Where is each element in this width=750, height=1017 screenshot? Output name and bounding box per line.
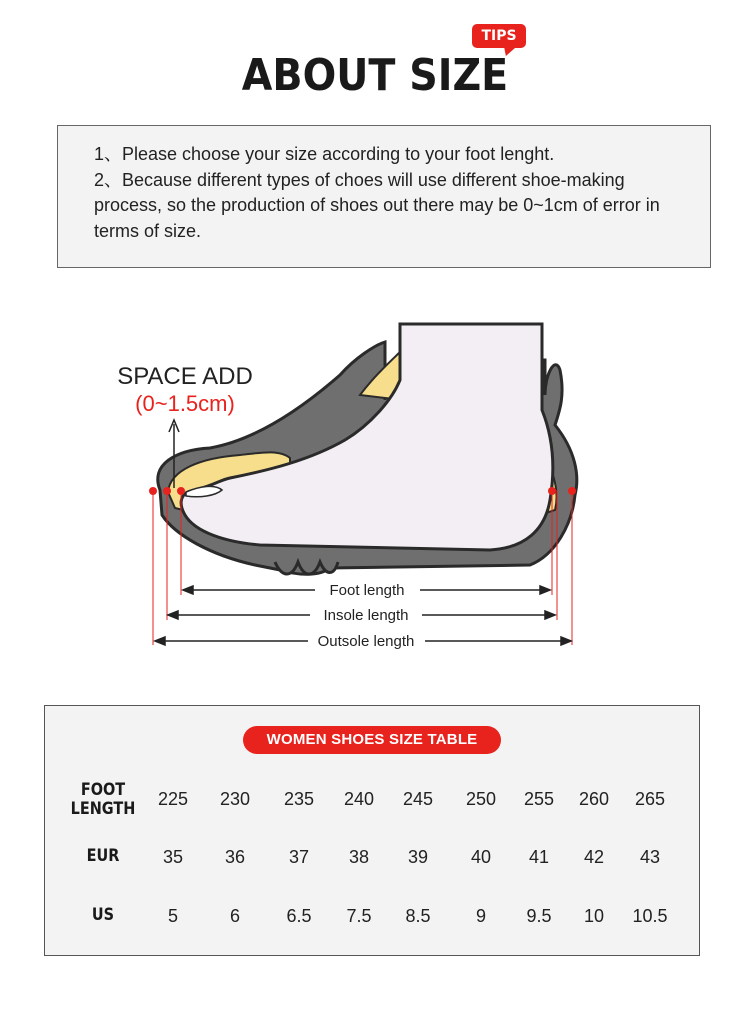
table-cell: 10.5 [632,906,668,926]
table-row-us [45,896,701,936]
shoe-size-diagram [0,300,750,680]
table-row-foot-length [45,779,701,819]
dot-insole-left [163,487,171,495]
size-notes-box [57,125,711,268]
table-cell: 255 [523,789,555,809]
dot-foot-right [548,487,556,495]
outsole-length-label: Outsole length [317,633,415,650]
table-row-eur [45,837,701,877]
table-cell: 36 [224,847,246,867]
table-cell: 9 [475,906,486,926]
table-cell: 7.5 [346,906,372,926]
table-cell: 9.5 [526,906,552,926]
tips-badge: TIPS [472,24,526,48]
row-header-foot-length: FOOT LENGTH [70,780,136,819]
table-cell: 6 [229,906,240,926]
space-add-label: SPACE ADD [117,363,253,390]
table-cell: 10 [583,906,605,926]
size-table-title: WOMEN SHOES SIZE TABLE [243,726,501,754]
size-table-box [44,705,700,956]
shoe-illustration [0,300,750,680]
space-add-range: (0~1.5cm) [135,391,235,416]
table-cell: 37 [288,847,310,867]
table-cell: 41 [528,847,550,867]
table-cell: 260 [578,789,610,809]
note-1: 1、Please choose your size according to your foot lenght. [94,144,555,164]
row-header-eur: EUR [86,846,120,866]
table-cell: 35 [162,847,184,867]
table-cell: 265 [634,789,666,809]
insole-length-label: Insole length [323,607,409,624]
table-cell: 240 [343,789,375,809]
table-cell: 235 [283,789,315,809]
dot-foot-left [177,487,185,495]
table-cell: 43 [639,847,661,867]
dot-outsole-right [568,487,576,495]
table-cell: 38 [348,847,370,867]
table-cell: 39 [407,847,429,867]
dot-outsole-left [149,487,157,495]
table-cell: 40 [470,847,492,867]
table-cell: 250 [465,789,497,809]
page-title: ABOUT SIZE [241,50,509,101]
sole-tread [275,562,338,574]
note-2: 2、Because different types of choes will use different shoe-making process, so the production of shoes out there may be 0~1cm of error in terms of size. [94,169,660,241]
table-cell: 8.5 [405,906,431,926]
table-cell: 42 [583,847,605,867]
table-cell: 6.5 [286,906,312,926]
table-cell: 5 [167,906,178,926]
table-cell: 245 [402,789,434,809]
table-cell: 225 [157,789,189,809]
table-cell: 230 [219,789,251,809]
foot-length-label: Foot length [329,582,405,599]
row-header-us: US [91,905,115,925]
